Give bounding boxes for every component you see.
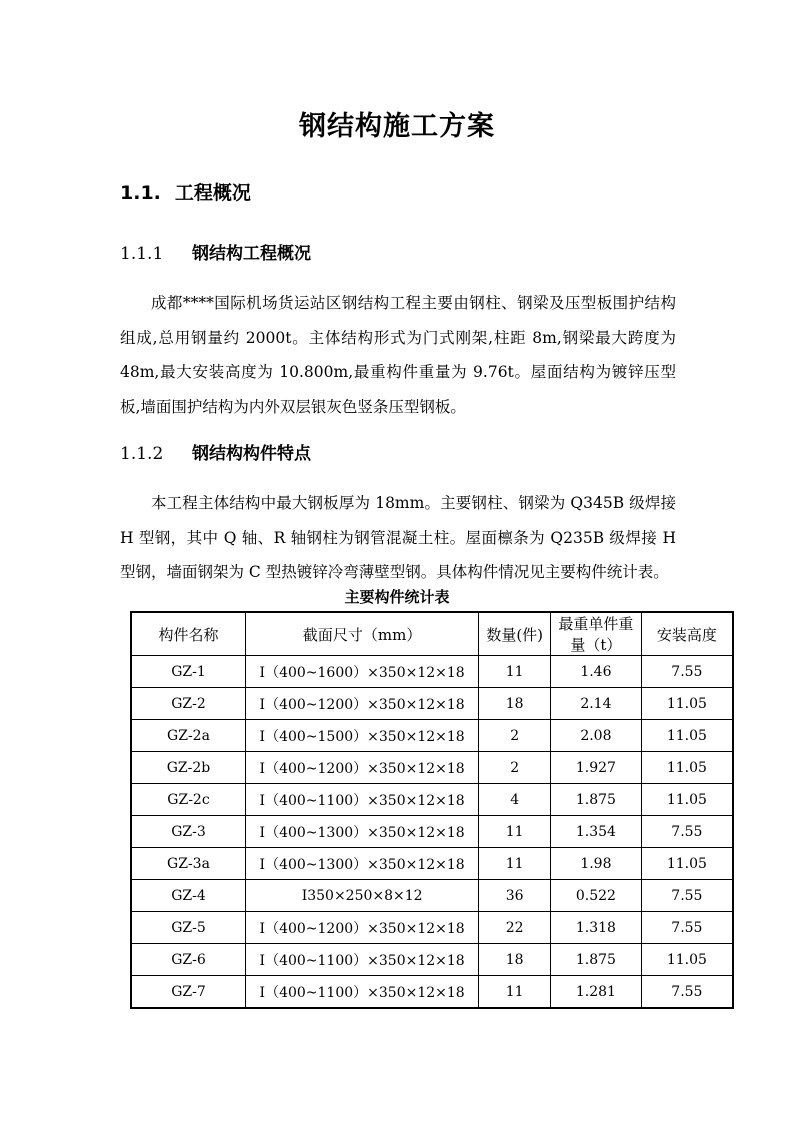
cell-max-weight: 2.14 xyxy=(551,688,642,720)
subsection-number-1: 1.1.1 xyxy=(120,244,164,264)
cell-quantity: 11 xyxy=(479,656,551,688)
cell-component-name: GZ-2 xyxy=(131,688,245,720)
cell-quantity: 11 xyxy=(479,816,551,848)
cell-quantity: 18 xyxy=(479,944,551,976)
cell-max-weight: 1.281 xyxy=(551,976,642,1009)
cell-install-height: 7.55 xyxy=(641,976,733,1009)
document-title: 钢结构施工方案 xyxy=(299,111,495,142)
table-row xyxy=(131,880,733,912)
table-row xyxy=(131,752,733,784)
table-row xyxy=(131,816,733,848)
cell-quantity: 4 xyxy=(479,784,551,816)
cell-component-name: GZ-1 xyxy=(131,656,245,688)
cell-section-size: I（400~1100）×350×12×18 xyxy=(245,976,478,1009)
subsection-title-1: 钢结构工程概况 xyxy=(192,244,311,264)
cell-component-name: GZ-6 xyxy=(131,944,245,976)
cell-max-weight: 1.354 xyxy=(551,816,642,848)
section-number: 1.1. xyxy=(120,182,161,204)
cell-section-size: I（400~1500）×350×12×18 xyxy=(245,720,478,752)
section-title: 工程概况 xyxy=(174,182,251,204)
cell-quantity: 36 xyxy=(479,880,551,912)
cell-component-name: GZ-3 xyxy=(131,816,245,848)
cell-install-height: 7.55 xyxy=(641,816,733,848)
table-row xyxy=(131,944,733,976)
cell-component-name: GZ-5 xyxy=(131,912,245,944)
cell-max-weight: 0.522 xyxy=(551,880,642,912)
subsection-number-2: 1.1.2 xyxy=(120,444,164,464)
cell-quantity: 18 xyxy=(479,688,551,720)
paragraph-features: 本工程主体结构中最大钢板厚为 18mm。主要钢柱、钢梁为 Q345B 级焊接 H 型钢，其中 Q 轴、R 轴钢柱为钢管混凝土柱。屋面檩条为 Q235B 级焊接 H 型钢，墙面钢架为 C 型热镀锌冷弯薄壁型钢。具体构件情况见主要构件统计表。 xyxy=(120,494,676,581)
cell-component-name: GZ-2c xyxy=(131,784,245,816)
cell-max-weight: 1.46 xyxy=(551,656,642,688)
cell-install-height: 11.05 xyxy=(641,688,733,720)
cell-quantity: 2 xyxy=(479,752,551,784)
cell-quantity: 2 xyxy=(479,720,551,752)
cell-install-height: 11.05 xyxy=(641,848,733,880)
header-install-height: 安装高度 xyxy=(641,612,733,656)
cell-section-size: I（400~1600）×350×12×18 xyxy=(245,656,478,688)
cell-install-height: 7.55 xyxy=(641,912,733,944)
cell-section-size: I（400~1300）×350×12×18 xyxy=(245,816,478,848)
cell-quantity: 11 xyxy=(479,848,551,880)
paragraph-overview: 成都****国际机场货运站区钢结构工程主要由钢柱、钢梁及压型板围护结构组成,总用钢量约 2000t。主体结构形式为门式刚架,柱距 8m,钢梁最大跨度为48m,最大安装高度为 10.800m,最重构件重量为 9.76t。屋面结构为镀锌压型板,墙面围护结构为内外双层银灰色竖条压型钢板。 xyxy=(120,294,676,416)
cell-component-name: GZ-7 xyxy=(131,976,245,1009)
component-statistics-table xyxy=(130,611,734,1009)
cell-section-size: I（400~1200）×350×12×18 xyxy=(245,752,478,784)
cell-section-size: I350×250×8×12 xyxy=(245,880,478,912)
table-header-row xyxy=(131,612,733,656)
cell-install-height: 11.05 xyxy=(641,784,733,816)
cell-section-size: I（400~1200）×350×12×18 xyxy=(245,912,478,944)
table-row xyxy=(131,912,733,944)
table-row xyxy=(131,848,733,880)
cell-install-height: 7.55 xyxy=(641,656,733,688)
cell-component-name: GZ-2a xyxy=(131,720,245,752)
cell-install-height: 7.55 xyxy=(641,880,733,912)
table-body xyxy=(131,656,733,1009)
cell-max-weight: 1.875 xyxy=(551,944,642,976)
header-max-weight: 最重单件重量（t） xyxy=(551,612,642,656)
cell-max-weight: 1.927 xyxy=(551,752,642,784)
table-row xyxy=(131,720,733,752)
cell-component-name: GZ-3a xyxy=(131,848,245,880)
subsection-title-2: 钢结构构件特点 xyxy=(192,444,311,464)
header-component-name: 构件名称 xyxy=(131,612,245,656)
cell-max-weight: 1.98 xyxy=(551,848,642,880)
cell-quantity: 11 xyxy=(479,976,551,1009)
cell-section-size: I（400~1100）×350×12×18 xyxy=(245,784,478,816)
table-row xyxy=(131,656,733,688)
table-row xyxy=(131,976,733,1009)
cell-quantity: 22 xyxy=(479,912,551,944)
cell-section-size: I（400~1300）×350×12×18 xyxy=(245,848,478,880)
section-heading xyxy=(120,178,251,205)
cell-max-weight: 2.08 xyxy=(551,720,642,752)
cell-section-size: I（400~1200）×350×12×18 xyxy=(245,688,478,720)
subsection-heading-2 xyxy=(120,439,311,464)
cell-install-height: 11.05 xyxy=(641,944,733,976)
cell-install-height: 11.05 xyxy=(641,720,733,752)
header-quantity: 数量(件) xyxy=(479,612,551,656)
cell-max-weight: 1.318 xyxy=(551,912,642,944)
cell-max-weight: 1.875 xyxy=(551,784,642,816)
header-section-size: 截面尺寸（mm） xyxy=(245,612,478,656)
cell-component-name: GZ-4 xyxy=(131,880,245,912)
subsection-heading-1 xyxy=(120,239,311,264)
cell-component-name: GZ-2b xyxy=(131,752,245,784)
table-row xyxy=(131,784,733,816)
cell-section-size: I（400~1100）×350×12×18 xyxy=(245,944,478,976)
table-caption: 主要构件统计表 xyxy=(344,588,450,606)
cell-install-height: 11.05 xyxy=(641,752,733,784)
table-row xyxy=(131,688,733,720)
